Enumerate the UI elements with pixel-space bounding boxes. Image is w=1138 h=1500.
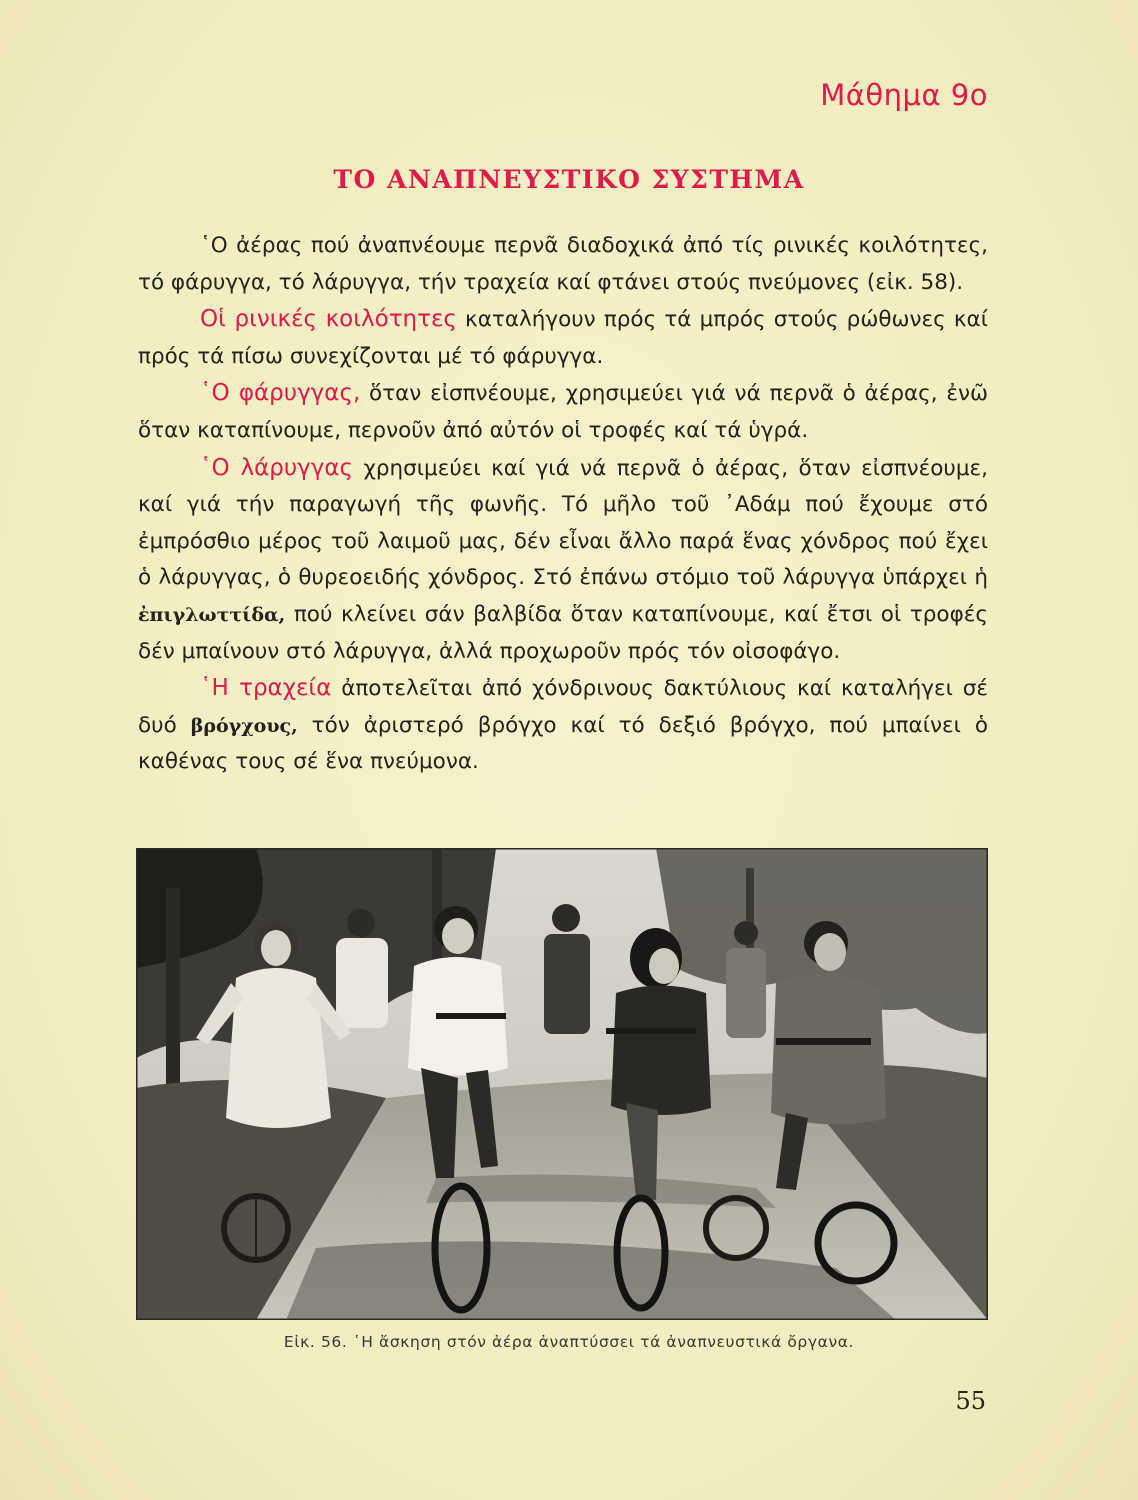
- paragraph-4-text-a: χρησιμεύει καί γιά νά περνᾶ ὁ ἀέρας, ὅταν εἰσπνέουμε, καί γιά τήν παραγωγή τῆς φωνῆς. Τό μῆλο τοῦ ᾿Αδάμ πού ἔχουμε στό ἐμπρόσθιο μέρος τοῦ λαιμοῦ μας, δέν εἶναι ἄλλο παρά ἕνας χόνδρος πού ἔχει ὁ λάρυγγας, ὁ θυρεοειδής χόνδρος. Στό ἐπάνω στόμιο τοῦ λάρυγγα ὑπάρχει ἡ: [138, 455, 989, 591]
- paragraph-5-text-b: τόν ἀριστερό βρόγχο καί τό δεξιό βρόγχο, πού μπαίνει ὁ καθένας τους σέ ἕνα πνεύμονα.: [138, 712, 988, 775]
- term-bronchi: βρόγχους,: [190, 714, 298, 737]
- body-text: [138, 228, 988, 781]
- cyclists-photo: [136, 848, 988, 1320]
- paragraph-1-text: ῾Ο ἀέρας πού ἀναπνέουμε περνᾶ διαδοχικά ἀπό τίς ρινικές κοιλότητες, τό φάρυγγα, τό λάρυγγα, τήν τραχεία καί φτάνει στούς πνεύμονες (εἰκ. 58).: [138, 233, 988, 295]
- paragraph-2: [138, 301, 988, 375]
- term-trachea: ῾Η τραχεία: [200, 675, 332, 702]
- figure-caption: Εἰκ. 56. ῾Η ἄσκηση στόν ἀέρα ἀναπτύσσει τά ἀναπνευστικά ὄργανα.: [283, 1333, 855, 1351]
- term-larynx: ῾Ο λάρυγγας: [200, 454, 354, 481]
- lesson-number: Μάθημα 9ο: [820, 78, 988, 112]
- paragraph-4-text-b: πού κλείνει σάν βαλβίδα ὅταν καταπίνουμε, καί ἔτσι οἱ τροφές δέν μπαίνουν στό λάρυγγα, ἀλλά προχωροῦν πρός τόν οἰσοφάγο.: [138, 601, 988, 664]
- paragraph-4: [138, 450, 988, 671]
- paragraph-3: [138, 375, 988, 449]
- term-pharynx: ῾Ο φάρυγγας,: [200, 380, 361, 407]
- page-number: 55: [955, 1387, 986, 1415]
- page-title: ΤΟ ΑΝΑΠΝΕΥΣΤΙΚΟ ΣΥΣΤΗΜΑ: [333, 165, 805, 194]
- paragraph-2-text: καταλήγουν πρός τά μπρός στούς ρώθωνες καί πρός τά πίσω συνεχίζονται μέ τό φάρυγγα.: [138, 307, 988, 369]
- paragraph-1: [138, 228, 988, 301]
- term-epiglottis: ἐπιγλωττίδα,: [138, 603, 286, 626]
- paragraph-3-text: ὅταν εἰσπνέουμε, χρησιμεύει γιά νά περνᾶ ὁ ἀέρας, ἐνῶ ὅταν καταπίνουμε, περνοῦν ἀπό αὐτόν οἱ τροφές καί τά ὑγρά.: [138, 381, 989, 443]
- paragraph-5: [138, 670, 988, 781]
- term-nasal-cavities: Οἱ ρινικές κοιλότητες: [200, 306, 457, 333]
- paragraph-5-text-a: ἀποτελεῖται ἀπό χόνδρινους δακτύλιους καί καταλήγει σέ δυό: [138, 676, 988, 738]
